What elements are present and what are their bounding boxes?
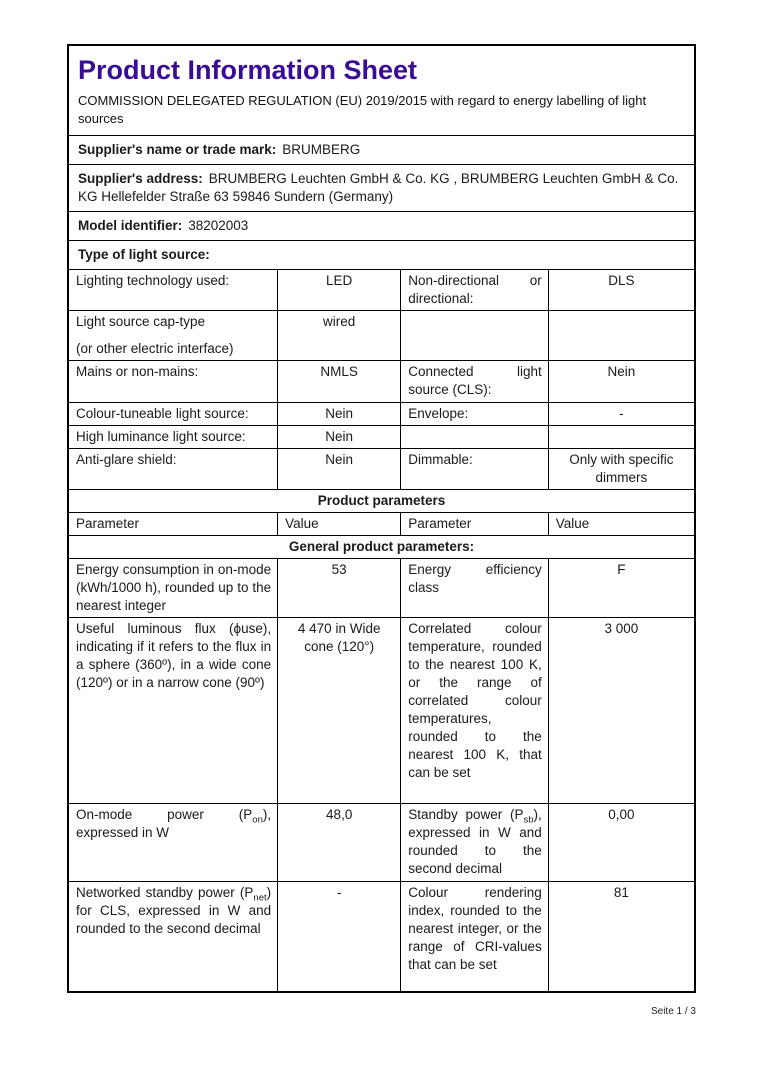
param-empty: [400, 311, 548, 360]
value-high-luminance: Nein: [277, 426, 400, 448]
supplier-name-row: [69, 135, 694, 164]
param-correlated-colour-temperature: Correlated colour temperature, rounded to the nearest 100 K, or the range of correlated colour temperatures, rounded to the nearest 100 K, that can be set: [400, 618, 548, 803]
value-energy-efficiency-class: F: [548, 559, 694, 617]
param-empty: [400, 426, 548, 448]
subscript-on: on: [252, 814, 263, 826]
value-connected-light-source: Nein: [548, 361, 694, 402]
column-header-value-right: Value: [548, 513, 694, 535]
param-networked-standby-power: [69, 882, 277, 991]
text-part: On-mode power (P: [76, 807, 253, 822]
param-colour-tuneable: Colour-tuneable light source:: [76, 406, 249, 421]
supplier-name-value: BRUMBERG: [282, 142, 361, 157]
value-cap-type: wired: [277, 311, 400, 360]
table-row-high-luminance: [69, 425, 694, 448]
model-identifier-value: 38202003: [188, 218, 249, 233]
column-header-parameter-right: Parameter: [400, 513, 548, 535]
regulation-subtitle: COMMISSION DELEGATED REGULATION (EU) 2019/2015 with regard to energy labelling of light sources: [78, 93, 647, 126]
general-product-parameters-banner: General product parameters:: [69, 535, 694, 558]
value-correlated-colour-temperature: 3 000: [548, 618, 694, 803]
value-networked-standby-power: -: [277, 882, 400, 991]
param-energy-efficiency-class: Energy efficiency class: [400, 559, 548, 617]
value-dimmable-text: Only with specific dimmers: [569, 452, 674, 485]
value-standby-power: 0,00: [548, 804, 694, 881]
supplier-address-value: BRUMBERG Leuchten GmbH & Co. KG , BRUMBERG Leuchten GmbH & Co. KG Hellefelder Straße 63 59846 Sundern (Germany): [78, 171, 679, 204]
param-dimmable: Dimmable:: [400, 449, 548, 489]
column-header-row: [69, 512, 694, 535]
model-identifier-row: [69, 211, 694, 240]
value-empty: [548, 311, 694, 360]
param-mains: Mains or non-mains:: [76, 364, 199, 379]
supplier-address-row: [69, 164, 694, 211]
table-row-anti-glare: [69, 448, 694, 489]
value-energy-consumption: 53: [277, 559, 400, 617]
table-row-energy-consumption: [69, 558, 694, 617]
value-colour-tuneable: Nein: [277, 403, 400, 425]
value-on-mode-power: 48,0: [277, 804, 400, 881]
supplier-name-label: Supplier's name or trade mark:: [78, 142, 277, 157]
param-colour-rendering-index: Colour rendering index, rounded to the nearest integer, or the range of CRI-values that can be set: [400, 882, 548, 991]
subscript-sb: sb: [523, 814, 534, 826]
page-number-footer: Seite 1 / 3: [650, 1006, 696, 1017]
param-anti-glare: Anti-glare shield:: [76, 452, 177, 467]
table-row-mains: [69, 360, 694, 402]
param-standby-power: [400, 804, 548, 881]
value-lighting-technology: LED: [277, 270, 400, 310]
product-information-sheet: [67, 44, 696, 993]
type-of-light-source-header: Type of light source:: [69, 240, 694, 269]
param-on-mode-power: [69, 804, 277, 881]
table-row-luminous-flux: [69, 617, 694, 803]
column-header-value-left: Value: [277, 513, 400, 535]
value-luminous-flux: 4 470 in Wide cone (120°): [277, 618, 400, 803]
product-parameters-banner: Product parameters: [69, 489, 694, 512]
text-part: Networked standby power (P: [76, 885, 254, 900]
param-energy-consumption: Energy consumption in on-mode (kWh/1000 h), rounded up to the nearest integer: [76, 562, 272, 613]
value-empty: [548, 426, 694, 448]
param-high-luminance: High luminance light source:: [76, 429, 246, 444]
table-row-networked-standby: [69, 881, 694, 991]
param-lighting-technology: Lighting technology used:: [76, 273, 230, 288]
table-row-on-mode-power: [69, 803, 694, 881]
param-directionality: Non-directional or directional:: [400, 270, 548, 310]
param-envelope: Envelope:: [400, 403, 548, 425]
title-block: [69, 46, 694, 135]
text-part: ) for CLS, expressed in W and rounded to the second decimal: [76, 885, 272, 936]
column-header-parameter-left: Parameter: [76, 516, 140, 531]
subscript-net: net: [253, 892, 267, 904]
text-part: ), expressed in W: [76, 807, 272, 840]
value-anti-glare: Nein: [277, 449, 400, 489]
table-row-lighting-technology: [69, 269, 694, 310]
page-title: Product Information Sheet: [78, 55, 418, 85]
table-row-cap-type: [69, 310, 694, 360]
value-directionality: DLS: [548, 270, 694, 310]
value-mains: NMLS: [277, 361, 400, 402]
value-dimmable: [548, 449, 694, 489]
param-cap-type-line1: Light source cap-type: [76, 314, 206, 329]
text-part: ), expressed in W and rounded to the second decimal: [408, 807, 542, 876]
value-envelope: -: [548, 403, 694, 425]
param-connected-light-source: Connected light source (CLS):: [400, 361, 548, 402]
value-colour-rendering-index: 81: [548, 882, 694, 991]
param-luminous-flux: Useful luminous flux (ϕuse), indicating if it refers to the flux in a sphere (360º), in a wide cone (120º) or in a narrow cone (90º): [76, 621, 272, 690]
param-cap-type: [69, 311, 277, 360]
supplier-address-label: Supplier's address:: [78, 171, 203, 186]
table-row-colour-tuneable: [69, 402, 694, 425]
model-identifier-label: Model identifier:: [78, 218, 183, 233]
param-cap-type-line2: (or other electric interface): [76, 341, 234, 356]
text-part: Standby power (P: [408, 807, 524, 822]
